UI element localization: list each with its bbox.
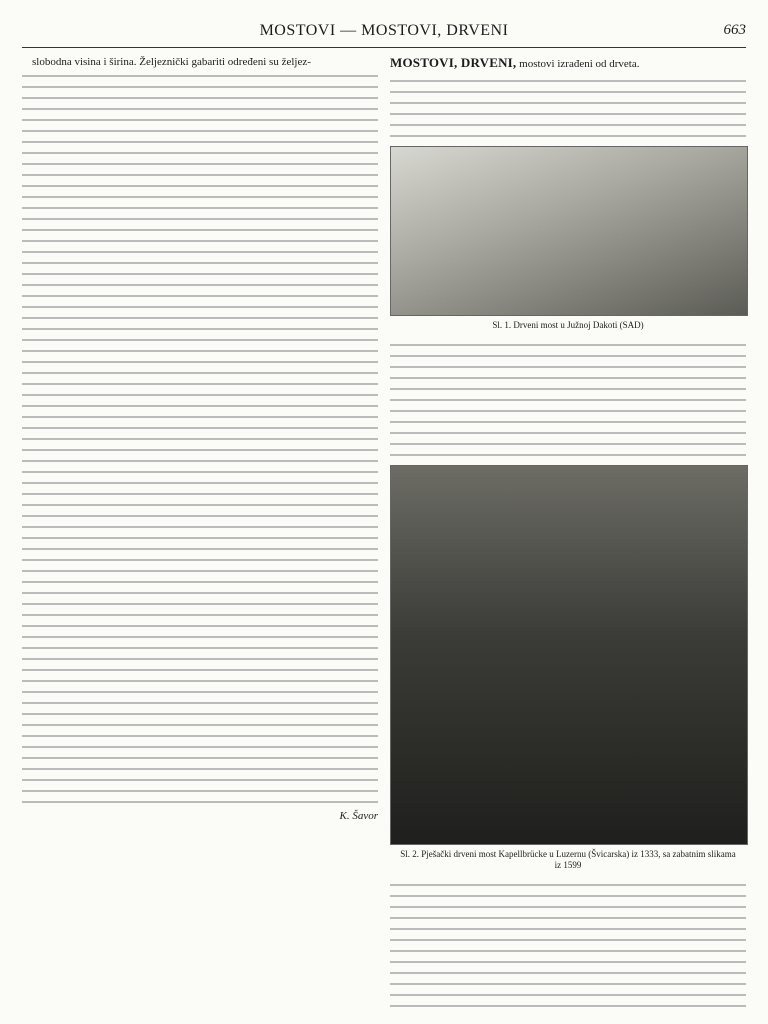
header-rule — [22, 47, 746, 48]
entry-heading: MOSTOVI, DRVENI, — [390, 55, 517, 70]
left-body-placeholder — [22, 72, 378, 806]
entry-lead — [390, 56, 746, 71]
page-header — [22, 22, 746, 44]
figure-1-photo — [390, 146, 748, 316]
page-title: MOSTOVI — MOSTOVI, DRVENI — [259, 22, 509, 39]
right-column — [390, 56, 746, 1013]
figure-2-caption: Sl. 2. Pješački drveni most Kapellbrücke u Luzernu (Švicarska) iz 1333, sa zabatnim slikama iz 1599 — [400, 849, 736, 871]
author-signature: K. Šavor — [339, 810, 378, 823]
entry-lead-text: mostovi izrađeni od drveta. — [519, 58, 640, 70]
figure-1-caption: Sl. 1. Drveni most u Južnoj Dakoti (SAD) — [492, 320, 644, 331]
figure-2-photo — [390, 465, 748, 845]
page-number: 663 — [723, 22, 746, 38]
left-first-line: slobodna visina i širina. Željeznički gabariti određeni su željez- — [32, 56, 311, 68]
left-column — [22, 56, 378, 824]
